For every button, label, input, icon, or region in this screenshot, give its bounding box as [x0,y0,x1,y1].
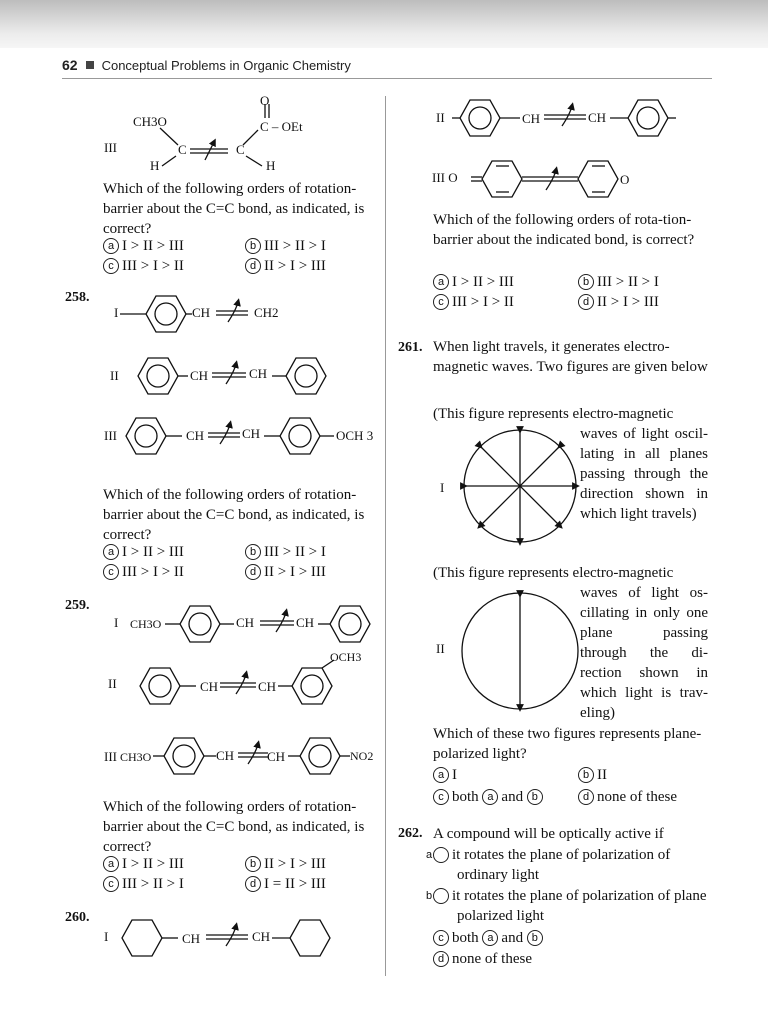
option-d[interactable]: d II > I > III [578,292,659,312]
option-circle-icon: b [578,767,594,783]
option-b[interactable]: b III > II > I [245,236,326,256]
structure-label-i: I [104,929,109,944]
question-text: Which of the following orders of rotation-barrier about the C=C bond, as indicated, is correct? [103,487,365,543]
option-circle-icon: a [103,544,119,560]
question-text: A compound will be optically active if [433,826,664,842]
option-circle-icon: d [245,564,261,580]
option-c[interactable]: c III > I > II [433,292,514,312]
option-circle-icon: c [433,789,449,805]
ch-label: CH [182,931,201,946]
structure-label-i: I [114,305,119,320]
ch-label: CH [190,368,209,383]
option-c[interactable]: c both a and b [433,787,546,807]
hydrogen-label: H [150,158,160,173]
ch-label: CH [249,366,268,381]
option-c[interactable]: c both a and b [433,928,546,948]
question-text: Which of the following orders of rotation-barrier about the C=C bond, as indicated, is correct? [103,799,365,855]
question-number: 259. [65,598,90,613]
question-number: 261. [398,340,423,355]
figure-label-ii: II [436,641,445,656]
option-b[interactable]: b it rotates the plane of polarization of plane polarized light [425,888,707,924]
structure-label-iii: III O [432,170,458,185]
option-circle-icon: a [433,847,449,863]
structure-label-i: I [114,615,119,630]
oxygen-label: O [620,172,630,187]
ch-label: CH [267,749,286,764]
option-circle-icon: d [433,951,449,967]
ch-label: CH [216,748,235,763]
ch-label: CH [186,428,205,443]
och3-label: OCH 3 [336,428,374,443]
option-a[interactable]: a I > II > III [433,272,514,292]
ch-label: CH [242,426,261,441]
option-c[interactable]: c III > I > II [103,562,184,582]
option-a[interactable]: a I > II > III [103,854,184,874]
ch-label: CH [296,615,315,630]
no2-label: NO2 [350,749,374,763]
structure-label-ii: II [108,676,117,691]
structure-label-iii: III [104,428,117,443]
option-circle-icon: a [103,238,119,254]
oet-label: C – OEt [260,119,303,134]
option-d[interactable]: d II > I > III [245,562,326,582]
figure-caption: (This figure represents electro-magnetic [433,406,674,422]
question-text: Which of the following orders of rotation-barrier about the C=C bond, as indicated, is correct? [103,181,365,237]
oxygen-label: O [260,93,270,108]
option-circle-icon: a [433,767,449,783]
option-b[interactable]: b III > II > I [578,272,659,292]
figure-caption: waves of light os-cillating in only one plane passing through the di-rection shown in which light is trav-eling) [580,585,708,721]
ch3o-label: CH3O [120,750,152,764]
question-number: 258. [65,290,90,305]
carbon-label: C [236,142,245,157]
question-text: When light travels, it generates electro-magnetic waves. Two figures are given below [433,339,708,375]
option-c[interactable]: c III > I > II [103,256,184,276]
ch2-label: CH2 [254,305,279,320]
och3-label: OCH3 [330,650,362,664]
option-circle-icon: c [433,930,449,946]
option-b[interactable]: b III > II > I [245,542,326,562]
option-circle-icon: c [433,294,449,310]
option-circle-icon: b [433,888,449,904]
structure-label-iii: III [104,140,117,155]
ch-label: CH [588,110,607,125]
option-b[interactable]: b II [578,765,607,785]
option-circle-icon: c [103,564,119,580]
option-b[interactable]: b II > I > III [245,854,326,874]
figure-label-i: I [440,480,445,495]
option-circle-icon: c [103,876,119,892]
question-number: 260. [65,910,90,925]
option-a[interactable]: a I > II > III [103,236,184,256]
figure-caption: waves of light oscil-lating in all planes passing through the direction shown in which light travels) [580,426,708,522]
ch-label: CH [200,679,219,694]
option-circle-icon: a [482,930,498,946]
question-number: 262. [398,826,423,841]
option-circle-icon: d [245,876,261,892]
book-title: Conceptual Problems in Organic Chemistry [101,58,351,73]
option-a[interactable]: a I > II > III [103,542,184,562]
option-a[interactable]: a I [433,765,457,785]
hydrogen-label: H [266,158,276,173]
ch-label: CH [522,111,541,126]
question-text: Which of the following orders of rota-tion-barrier about the indicated bond, is correct? [433,212,695,248]
figure-caption: (This figure represents electro-magnetic [433,565,674,581]
option-circle-icon: b [245,856,261,872]
option-circle-icon: b [527,930,543,946]
ch-label: CH [258,679,277,694]
option-circle-icon: b [527,789,543,805]
option-d[interactable]: d none of these [433,949,532,969]
page-number: 62 [62,57,78,73]
option-circle-icon: d [578,294,594,310]
option-d[interactable]: d none of these [578,787,677,807]
option-circle-icon: d [245,258,261,274]
option-circle-icon: a [482,789,498,805]
ch3o-label: CH3O [133,114,167,129]
structure-label-ii: II [436,110,445,125]
option-d[interactable]: d II > I > III [245,256,326,276]
option-circle-icon: b [578,274,594,290]
structure-label-ii: II [110,368,119,383]
option-circle-icon: a [103,856,119,872]
ch-label: CH [192,305,211,320]
ch3o-label: CH3O [130,617,162,631]
ch-label: CH [236,615,255,630]
option-d[interactable]: d I = II > III [245,874,326,894]
option-circle-icon: d [578,789,594,805]
carbon-label: C [178,142,187,157]
structure-label-iii: III [104,749,117,764]
option-c[interactable]: c III > II > I [103,874,184,894]
option-circle-icon: b [245,238,261,254]
option-a[interactable]: a it rotates the plane of polarization of ordinary light [425,847,671,883]
ch-label: CH [252,929,271,944]
option-circle-icon: c [103,258,119,274]
option-circle-icon: b [245,544,261,560]
option-circle-icon: a [433,274,449,290]
question-text: Which of these two figures represents plane-polarized light? [433,726,702,762]
